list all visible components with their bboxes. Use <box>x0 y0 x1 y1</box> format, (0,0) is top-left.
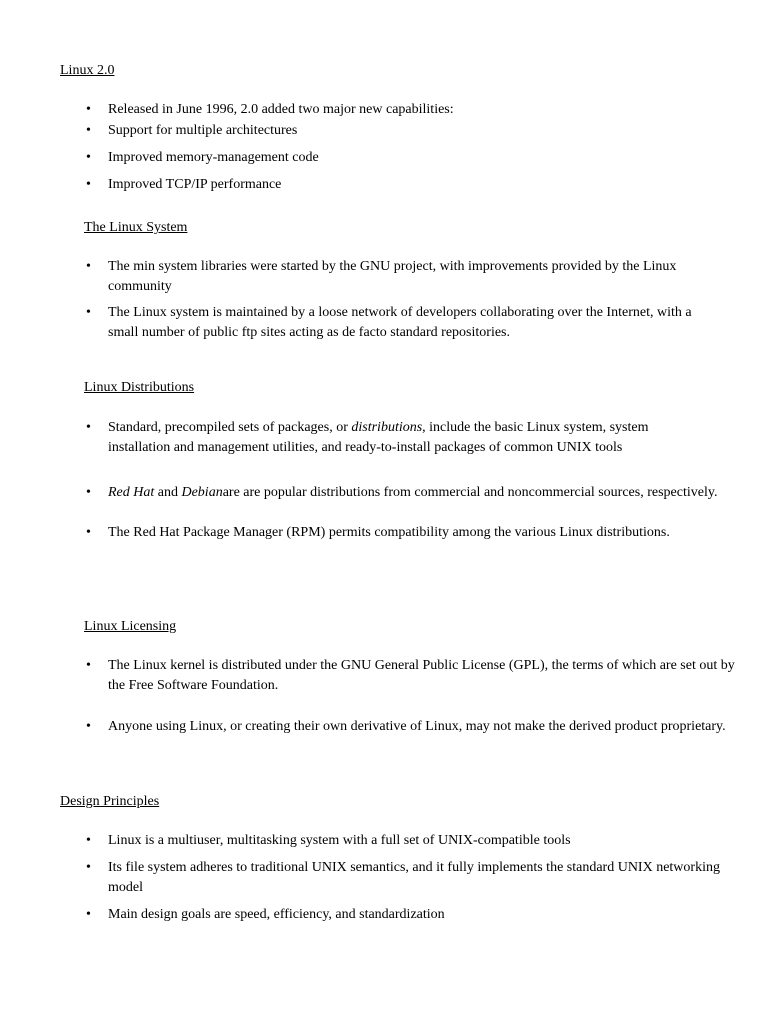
list-item <box>108 483 738 503</box>
bullet: • <box>86 658 91 673</box>
list-item <box>108 418 713 457</box>
item-text-mid: and <box>154 485 182 500</box>
bullet: • <box>86 177 91 192</box>
bullet: • <box>86 719 91 734</box>
bullet: • <box>86 420 91 435</box>
list-item: Improved memory-management code <box>108 150 319 165</box>
bullet: • <box>86 525 91 540</box>
list-item: Support for multiple architectures <box>108 123 298 138</box>
item-text-emphasis: Red Hat <box>108 485 155 500</box>
bullet: • <box>86 259 91 274</box>
bullet: • <box>86 860 91 875</box>
bullet: • <box>86 123 91 138</box>
heading-linux-2-0: Linux 2.0 <box>60 63 115 78</box>
heading-linux-distributions: Linux Distributions <box>84 380 195 395</box>
item-text-pre: Standard, precompiled sets of packages, or <box>108 420 352 435</box>
heading-the-linux-system: The Linux System <box>84 220 188 235</box>
heading-linux-licensing: Linux Licensing <box>84 619 177 634</box>
item-text-emphasis: Debian <box>181 485 223 500</box>
list-item: The Linux kernel is distributed under the GNU General Public License (GPL), the terms of which are set out by the Free Software Foundation. <box>108 658 735 693</box>
list-item: The Red Hat Package Manager (RPM) permits compatibility among the various Linux distributions. <box>108 525 670 540</box>
list-item: The min system libraries were started by the GNU project, with improvements provided by the Linux community <box>108 259 677 294</box>
bullet: • <box>86 305 91 320</box>
heading-design-principles: Design Principles <box>60 794 160 809</box>
list-item: Main design goals are speed, efficiency, and standardization <box>108 907 445 922</box>
list-item: Its file system adheres to traditional UNIX semantics, and it fully implements the standard UNIX networking model <box>108 860 720 895</box>
item-text-post: , include the basic Linux system, system installation and management utilities, and ready-to-install packages of common UNIX tools <box>108 420 649 455</box>
list-item: Improved TCP/IP performance <box>108 177 282 192</box>
bullet: • <box>86 907 91 922</box>
item-text-post: are are popular distributions from commercial and noncommercial sources, respectively. <box>222 485 718 500</box>
list-item: Anyone using Linux, or creating their own derivative of Linux, may not make the derived product proprietary. <box>108 719 726 734</box>
list-item: The Linux system is maintained by a loose network of developers collaborating over the Internet, with a small number of public ftp sites acting as de facto standard repositories. <box>108 305 692 340</box>
bullet: • <box>86 833 91 848</box>
bullet: • <box>86 102 91 117</box>
item-text-emphasis: distributions <box>351 420 423 435</box>
bullet: • <box>86 485 91 500</box>
list-item: Released in June 1996, 2.0 added two major new capabilities: <box>108 102 454 117</box>
bullet: • <box>86 150 91 165</box>
list-item: Linux is a multiuser, multitasking system with a full set of UNIX-compatible tools <box>108 833 571 848</box>
